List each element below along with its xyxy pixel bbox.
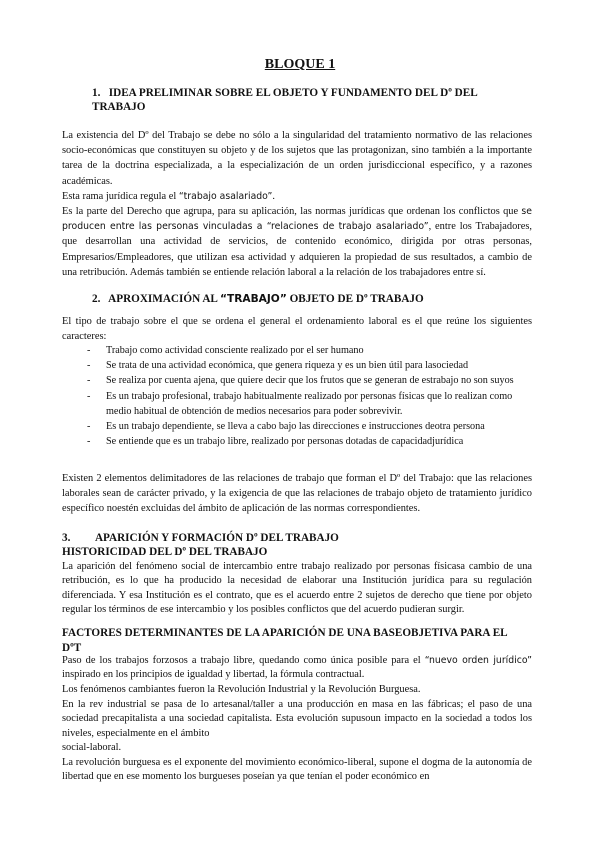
text-run: inspirado en los principios de igualdad y libertad, la fórmula contractual. — [62, 669, 365, 681]
section-1-paragraph-2 — [62, 189, 532, 204]
section-3-paragraph: La aparición del fenómeno social de intercambio entre trabajo realizado por personas físicasa cambio de una retribución, es lo que ha producido la necesidad de elaborar una Institución jurídica para su regulación diferenciada. Y esa Institución es el contrato, que es el acuerdo entre 2 sujetos de derecho que tiene por objeto regular los términos de ese intercambio y los posibles conflictos que del acuerdo pudieran surgir. — [62, 561, 532, 616]
heading-run: 2. APROXIMACIÓN AL — [92, 293, 221, 305]
section-4-heading: FACTORES DETERMINANTES DE LA APARICIÓN DE UNA BASEOBJETIVA PARA EL DºT — [62, 627, 508, 654]
list-item: - Es un trabajo dependiente, se lleva a cabo bajo las direcciones e instrucciones deotra persona — [92, 419, 532, 434]
section-1-paragraph-1: La existencia del Dº del Trabajo se debe no sólo a la singularidad del tratamiento normativo de las relaciones socio-económicas que constituyen su objeto y de los sujetos que las protagonizan, sino también a la importante tarea de la doctrina especializada, a la especialización de un orden jurisdiccional específico, y a razones académicas. — [62, 130, 532, 187]
highlighted-term: “trabajo asalariado” — [178, 191, 273, 202]
list-item: - Se trata de una actividad económica, que genera riqueza y es un bien útil para lasociedad — [92, 358, 532, 373]
list-item: - Se entiende que es un trabajo libre, realizado por personas dotadas de capacidadjurídica — [92, 434, 532, 449]
page-title: BLOQUE 1 — [264, 57, 336, 72]
section-3-subheading: HISTORICIDAD DEL Dº DEL TRABAJO — [62, 546, 268, 558]
section-1-heading: 1. IDEA PRELIMINAR SOBRE EL OBJETO Y FUNDAMENTO DEL Dº DEL TRABAJO — [92, 87, 478, 113]
text-run: Es la parte del Derecho que agrupa, para su aplicación, las normas jurídicas que ordenan los conflictos que — [62, 206, 522, 217]
section-4-paragraph-4: social-laboral. — [62, 742, 122, 753]
section-2-intro: El tipo de trabajo sobre el que se ordena el general el ordenamiento laboral es el que reúne los siguientes caracteres: — [62, 316, 532, 343]
characteristics-list — [92, 343, 532, 449]
section-4-paragraph-2: Los fenómenos cambiantes fueron la Revolución Industrial y la Revolución Burguesa. — [62, 684, 421, 695]
list-item: - Es un trabajo profesional, trabajo habitualmente realizado por personas físicas que lo realizan como medio habitual de obtención de medios necesarios para poder sobrevivir. — [92, 389, 532, 419]
text-run: Paso de los trabajos forzosos a trabajo libre, quedando como única posible para el — [62, 655, 425, 666]
highlighted-term: “TRABAJO” — [220, 293, 287, 305]
list-item: - Se realiza por cuenta ajena, que quiere decir que los frutos que se generan de estrabajo no son suyos — [92, 373, 532, 388]
list-item: - Trabajo como actividad consciente realizado por el ser humano — [92, 343, 532, 358]
section-4-paragraph-5: La revolución burguesa es el exponente del movimiento económico-liberal, supone el dogma de la autonomía de libertad que en ese momento los burgueses poseían ya que tenían el poder económico en — [62, 757, 532, 783]
text-run: Esta rama jurídica regula el — [62, 191, 179, 202]
section-4-paragraph-1 — [62, 654, 532, 683]
text-run: , entre los Trabajadores, que desarrollan una actividad de servicios, de contenido económico, dirigida por otras personas, Empresarios/Empleadores, que utilizan esa actividad y adquieren la propiedad de sus resultados, a cambio de una retribución. Además también se entiende relación laboral a la relación de los trabajadores entre sí. — [62, 221, 532, 278]
text-run: . — [272, 191, 275, 202]
highlighted-term: “nuevo orden jurídico” — [424, 655, 532, 666]
section-2-outro: Existen 2 elementos delimitadores de las relaciones de trabajo que forman el Dº del Trabajo: que las relaciones laborales sean de carácter privado, y la exigencia de que las relaciones de trabajo objeto de tratamiento jurídico específico noestén excluidas del ámbito de aplicación de las normas correspondientes. — [62, 473, 532, 515]
section-4-paragraph-3: En la rev industrial se pasa de lo artesanal/taller a una producción en masa en las fábricas; el paso de una sociedad precapitalista a una sociedad capitalista. Esta evolución supusoun impacto en la sociedad a todos los niveles, especialmente en el ámbito — [62, 699, 532, 739]
highlighted-phrase: se producen entre las personas vinculadas a “relaciones de trabajo asalariado” — [62, 206, 532, 233]
section-1-paragraph-3 — [62, 204, 532, 280]
section-3-heading: 3. APARICIÓN Y FORMACIÓN Dº DEL TRABAJO — [62, 532, 339, 544]
heading-run: OBJETO DE Dº TRABAJO — [286, 293, 424, 305]
section-2-heading — [92, 292, 532, 306]
